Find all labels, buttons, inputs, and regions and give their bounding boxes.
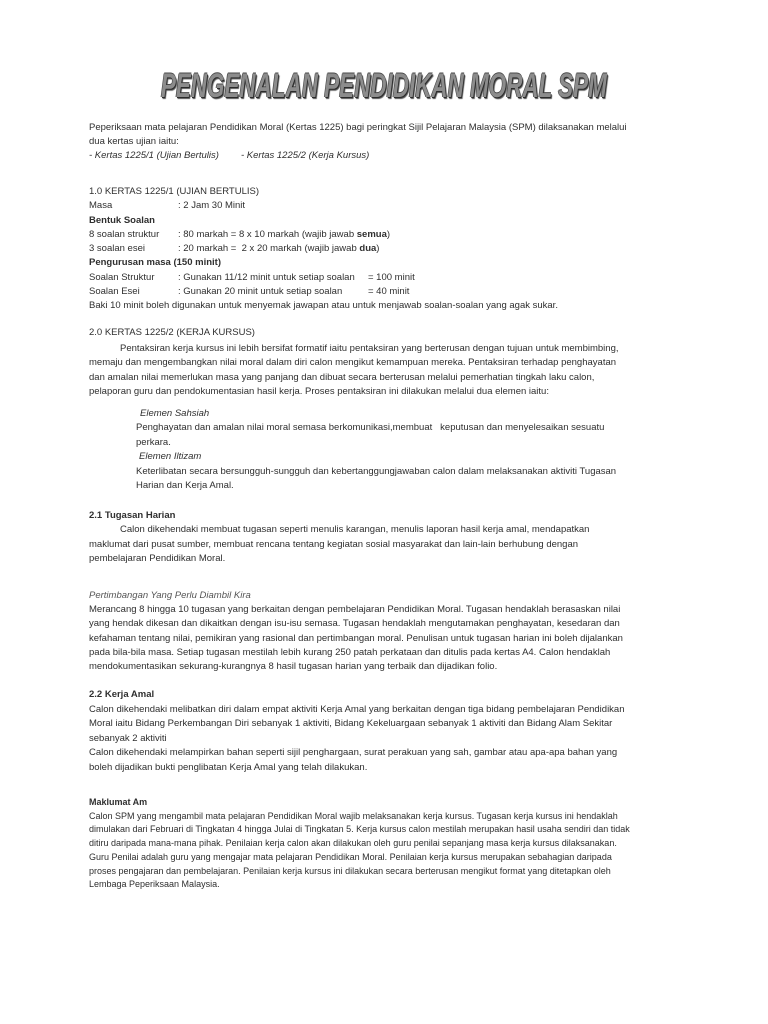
- paragraph-line: Calon SPM yang mengambil mata pelajaran Pendidikan Moral wajib melaksanakan kerja kursus. Tugasan kerja kursus ini hendaklah: [89, 810, 618, 821]
- paragraph-line: Moral iaitu Bidang Perkembangan Diri sebanyak 1 aktiviti, Bidang Kekeluargaan sebanyak 1 aktiviti dan Bidang Alam Sekitar: [89, 718, 613, 730]
- paragraph-line: sebanyak 2 aktiviti: [89, 732, 167, 744]
- kerja-amal-section: [89, 688, 625, 776]
- tugasan-harian-section: [89, 509, 589, 566]
- esei-label: 3 soalan esei: [89, 243, 145, 254]
- esei-close: ): [376, 243, 380, 254]
- paragraph-line: boleh dijadikan bukti penglibatan Kerja Amal yang telah dilakukan.: [89, 761, 368, 773]
- paragraph-line: mendokumentasikan sekurang-kurangnya 8 hasil tugasan harian yang terbaik dan dijadikan folio.: [89, 661, 498, 673]
- paragraph-line: pada bila-bila masa. Setiap tugasan mestilah lebih kurang 250 patah perkataan dan ditulis pada kertas A4. Calon hendaklah: [89, 646, 611, 658]
- section-heading: Maklumat Am: [89, 797, 148, 807]
- paragraph-line: kefahaman tentang nilai, pemikiran yang rasional dan pertimbangan moral. Penulisan untuk tugasan harian ini boleh dijalankan: [89, 632, 623, 644]
- elemen-line: Penghayatan dan amalan nilai moral semasa berkomunikasi,membuat keputusan dan menyelesaikan sesuatu: [136, 422, 605, 434]
- struktur-emphasis: semua: [356, 228, 387, 240]
- elemen-line: Keterlibatan secara bersungguh-sungguh dan kebertanggungjawaban calon dalam melaksanakan aktiviti Tugasan: [136, 465, 617, 477]
- intro-line: dua kertas ujian iaitu:: [89, 136, 179, 147]
- maklumat-am-section: [89, 796, 630, 892]
- paragraph-line: proses pengajaran dan pembelajaran. Penilaian kerja kursus ini dilakukan secara berterusan mengikut format yang ditetapkan oleh: [89, 865, 611, 876]
- paragraph-line: pembelajaran Pendidikan Moral.: [89, 552, 226, 564]
- masa-struktur-value: : Gunakan 11/12 minit untuk setiap soalan: [178, 271, 355, 283]
- paragraph-line: dan amalan nilai memerlukan masa yang panjang dan dibuat secara berterusan melalui pemerhatian tingkah laku calon,: [89, 371, 595, 383]
- elemen-line: perkara.: [136, 436, 171, 448]
- struktur-label: 8 soalan struktur: [89, 228, 160, 240]
- paragraph-line: maklumat dari pusat sumber, membuat rencana tentang kegiatan sosial masyarakat dan lain-lain berhubung dengan: [89, 538, 579, 550]
- kertas1-section: [89, 185, 558, 313]
- section-heading: 2.1 Tugasan Harian: [89, 510, 176, 521]
- pertimbangan-section: [89, 589, 623, 674]
- kertas2-heading-block: [89, 326, 255, 340]
- struktur-value: : 80 markah = 8 x 10 markah (wajib jawab: [178, 228, 357, 240]
- struktur-row: [89, 228, 558, 242]
- kertas2-paragraph: [89, 342, 619, 399]
- paragraph-line: Lembaga Peperiksaan Malaysia.: [89, 879, 220, 890]
- paragraph-line: Calon dikehendaki melibatkan diri dalam empat aktiviti Kerja Amal yang berkaitan dengan tiga bidang pembelajaran Pendidikan: [89, 703, 625, 715]
- baki-note: Baki 10 minit boleh digunakan untuk menyemak jawapan atau untuk menjawab soalan-soalan yang agak sukar.: [89, 300, 558, 311]
- elemen-title: Elemen Iltizam: [139, 451, 202, 463]
- masa-row: [89, 199, 558, 213]
- section-heading: 2.2 Kerja Amal: [89, 689, 155, 700]
- elemen-line: Harian dan Kerja Amal.: [136, 480, 234, 492]
- subheading: Pertimbangan Yang Perlu Diambil Kira: [89, 590, 251, 601]
- paragraph-line: pelaporan guru dan pendokumentasian hasil kerja. Proses pentaksiran ini dilakukan melalui dua elemen iaitu:: [89, 385, 549, 397]
- masa-esei-value: : Gunakan 20 minit untuk setiap soalan: [178, 285, 343, 297]
- paragraph-line: dimulakan dari Februari di Tingkatan 4 hingga Julai di Tingkatan 5. Kerja kursus calon mestilah merupakan hasil usaha sendiri dan tidak: [89, 824, 630, 835]
- page-title: PENGENALAN PENDIDIKAN MORAL SPM: [161, 67, 607, 105]
- masa-struktur-result: = 100 minit: [368, 271, 415, 283]
- paragraph-line: yang hendak dikesan dan dikaitkan dengan isu-isu semasa. Tugasan hendaklah mengutamakan penghayatan, kesedaran dan: [89, 618, 620, 630]
- paragraph-line: memaju dan mengembangkan nilai moral dalam diri calon mengikut kemampuan mereka. Pentaksiran terhadap penghayatan: [89, 357, 617, 369]
- paragraph-line: Pentaksiran kerja kursus ini lebih bersifat formatif iaitu pentaksiran yang berterusan dengan tujuan untuk membimbing,: [120, 343, 619, 354]
- struktur-close: ): [386, 228, 391, 240]
- subheading: Pengurusan masa (150 minit): [89, 257, 221, 269]
- paper-item-1: - Kertas 1225/1 (Ujian Bertulis): [89, 150, 219, 161]
- paper-item-2: - Kertas 1225/2 (Kerja Kursus): [241, 150, 370, 161]
- masa-struktur-label: Soalan Struktur: [89, 271, 155, 283]
- paragraph-line: Calon dikehendaki melampirkan bahan seperti sijil penghargaan, surat perakuan yang sah, gambar atau apa-apa bahan yang: [89, 747, 618, 759]
- esei-row: [89, 242, 558, 256]
- masa-esei-label: Soalan Esei: [89, 285, 140, 297]
- masa-struktur-row: [89, 271, 558, 285]
- masa-value: : 2 Jam 30 Minit: [178, 200, 246, 212]
- paragraph-line: Guru Penilai adalah guru yang mengajar mata pelajaran Pendidikan Moral. Penilaian kerja kursus merupakan sebahagian daripada: [89, 851, 612, 862]
- masa-label: Masa: [89, 200, 113, 212]
- esei-value: : 20 markah = 2 x 20 markah (wajib jawab: [178, 243, 360, 254]
- paragraph-line: Calon dikehendaki membuat tugasan seperti menulis karangan, menulis laporan hasil kerja amal, mendapatkan: [120, 524, 590, 536]
- intro-line: Peperiksaan mata pelajaran Pendidikan Moral (Kertas 1225) bagi peringkat Sijil Pelajaran Malaysia (SPM) dilaksanakan melalui: [89, 122, 627, 133]
- section-heading: 2.0 KERTAS 1225/2 (KERJA KURSUS): [89, 327, 255, 338]
- section-heading: 1.0 KERTAS 1225/1 (UJIAN BERTULIS): [89, 186, 260, 197]
- paragraph-line: ditiru daripada mana-mana pihak. Penilaian kerja calon akan dilakukan oleh guru penilai sepanjang masa kerja kursus dilaksanakan.: [89, 838, 617, 849]
- title-container: [0, 66, 768, 113]
- paragraph-line: Merancang 8 hingga 10 tugasan yang berkaitan dengan pembelajaran Pendidikan Moral. Tugasan hendaklah berasaskan nilai: [89, 604, 621, 616]
- esei-emphasis: dua: [359, 243, 377, 254]
- elemen-title: Elemen Sahsiah: [140, 408, 210, 419]
- paper-list: [89, 149, 627, 163]
- subheading: Bentuk Soalan: [89, 214, 155, 226]
- masa-esei-row: [89, 285, 558, 299]
- intro-section: [89, 121, 627, 163]
- elemen-list: [136, 407, 616, 493]
- masa-esei-result: = 40 minit: [368, 285, 410, 297]
